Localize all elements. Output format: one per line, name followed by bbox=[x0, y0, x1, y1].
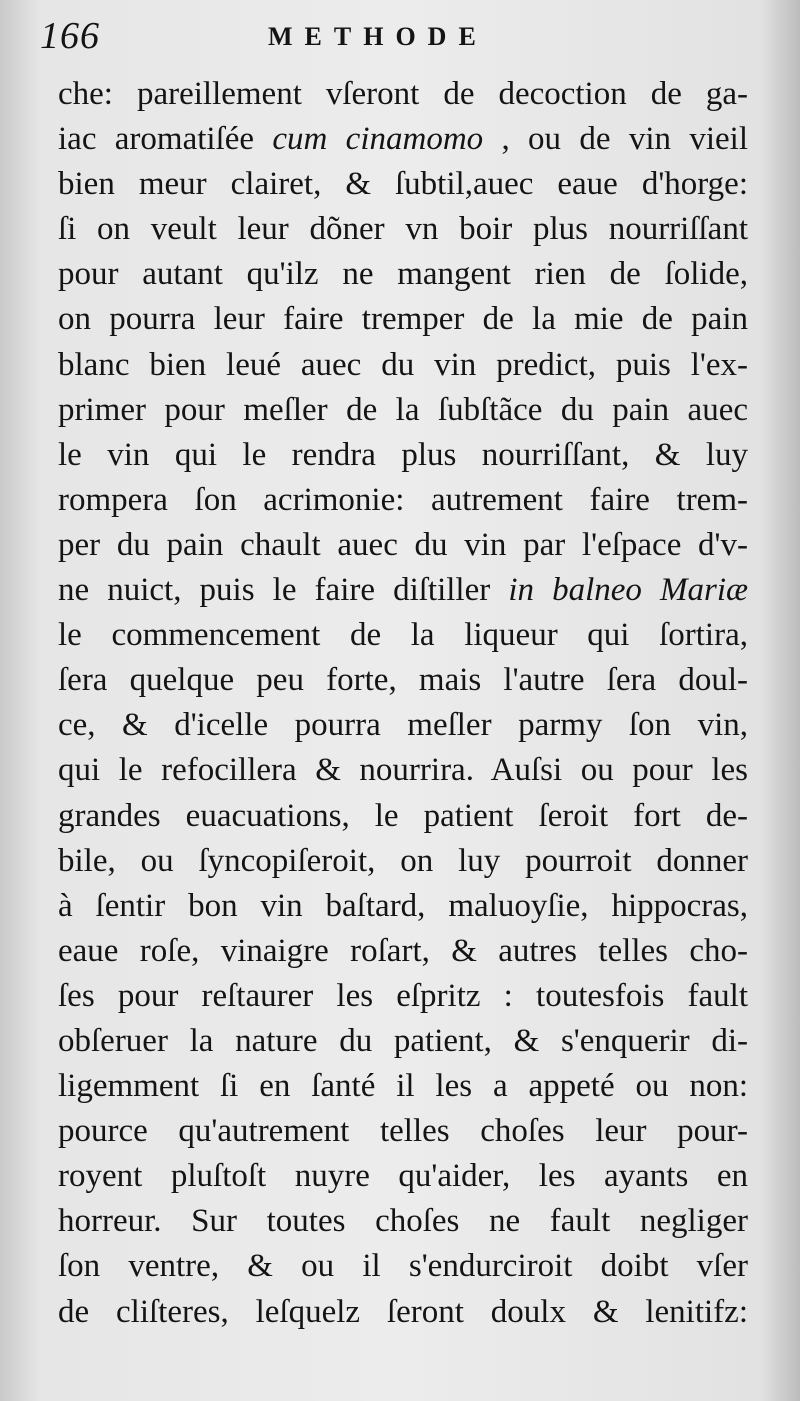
text-line: per du pain chault auec du vin par l'eſpace d'v- bbox=[58, 526, 748, 563]
text-line: royent pluſtoſt nuyre qu'aider, les ayants en bbox=[58, 1158, 748, 1195]
text-line: de cliſteres, leſquelz ſeront doulx & lenitifz: bbox=[58, 1293, 748, 1330]
text-line: bile, ou ſyncopiſeroit, on luy pourroit donner bbox=[58, 842, 748, 879]
latin-phrase: cum cinamomo bbox=[272, 121, 484, 158]
text-line: à ſentir bon vin baſtard, maluoyſie, hippocras, bbox=[58, 887, 748, 924]
page-header bbox=[40, 14, 780, 64]
text-line: ſi on veult leur dõner vn boir plus nourriſſant bbox=[58, 211, 748, 248]
text-line: le commencement de la liqueur qui ſortira, bbox=[58, 617, 748, 654]
text-line: blanc bien leué auec du vin predict, puis l'ex- bbox=[58, 346, 748, 383]
text-line: ne nuict, puis le faire diſtiller in balneo Mariæ bbox=[58, 572, 748, 609]
text-line: horreur. Sur toutes choſes ne fault negliger bbox=[58, 1203, 748, 1240]
page-number: 166 bbox=[40, 15, 100, 57]
running-title: METHODE bbox=[268, 22, 488, 51]
text-line: ſon ventre, & ou il s'endurciroit doibt vſer bbox=[58, 1248, 748, 1285]
text-line: pour autant qu'ilz ne mangent rien de ſolide, bbox=[58, 256, 748, 293]
text-line: le vin qui le rendra plus nourriſſant, & luy bbox=[58, 436, 748, 473]
text-line: rompera ſon acrimonie: autrement faire trem- bbox=[58, 481, 748, 518]
text-line: obſeruer la nature du patient, & s'enquerir di- bbox=[58, 1022, 748, 1059]
text-line: eaue roſe, vinaigre roſart, & autres telles cho- bbox=[58, 932, 748, 969]
body-text bbox=[58, 72, 748, 1335]
text-line: ce, & d'icelle pourra meſler parmy ſon vin, bbox=[58, 707, 748, 744]
text-line: grandes euacuations, le patient ſeroit fort de- bbox=[58, 797, 748, 834]
text-line: pource qu'autrement telles choſes leur pour- bbox=[58, 1113, 748, 1150]
text-line: bien meur clairet, & ſubtil,auec eaue d'horge: bbox=[58, 166, 748, 203]
text-line: ligemment ſi en ſanté il les a appeté ou non: bbox=[58, 1068, 748, 1105]
text-line: on pourra leur faire tremper de la mie de pain bbox=[58, 301, 748, 338]
text-line: che: pareillement vſeront de decoction de ga- bbox=[58, 76, 748, 112]
text-line: iac aromatiſée cum cinamomo , ou de vin vieil bbox=[58, 121, 748, 158]
latin-phrase: in balneo Mariæ bbox=[508, 572, 748, 609]
text-line: primer pour meſler de la ſubſtãce du pain auec bbox=[58, 391, 748, 428]
text-line: qui le refocillera & nourrira. Auſsi ou pour les bbox=[58, 752, 748, 789]
text-line: ſera quelque peu forte, mais l'autre ſera doul- bbox=[58, 662, 748, 699]
text-line: ſes pour reſtaurer les eſpritz : toutesfois fault bbox=[58, 977, 748, 1014]
